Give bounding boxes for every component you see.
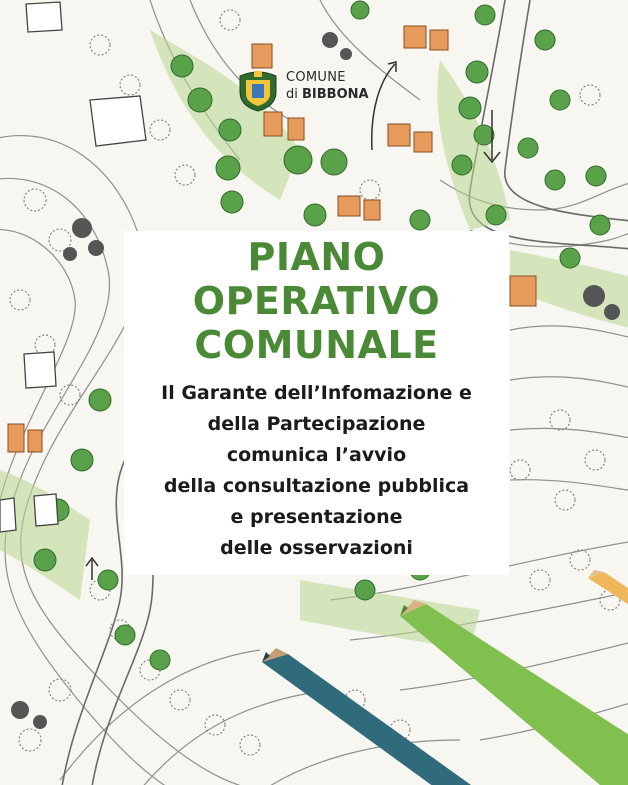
announcement-message — [124, 378, 509, 564]
message-line: comunica l’avvio — [226, 444, 407, 466]
title-line-piano: PIANO — [247, 235, 386, 279]
message-line: Il Garante dell’Infomazione e — [161, 382, 472, 404]
message-line: e presentazione — [230, 506, 403, 528]
message-line: delle osservazioni — [220, 537, 413, 559]
logo-bibbona-label: BIBBONA — [302, 87, 369, 102]
message-line: della Partecipazione — [207, 413, 426, 435]
logo-di-prefix: di — [286, 87, 302, 102]
announcement-card — [124, 231, 509, 575]
logo-town-name — [286, 86, 369, 103]
message-line: della consultazione pubblica — [163, 475, 470, 497]
municipality-logo — [236, 66, 396, 112]
title-line-comunale: COMUNALE — [194, 323, 439, 367]
title-line-operativo: OPERATIVO — [192, 279, 441, 323]
logo-comune-label: COMUNE — [286, 70, 346, 85]
municipal-crest-icon — [236, 66, 280, 112]
